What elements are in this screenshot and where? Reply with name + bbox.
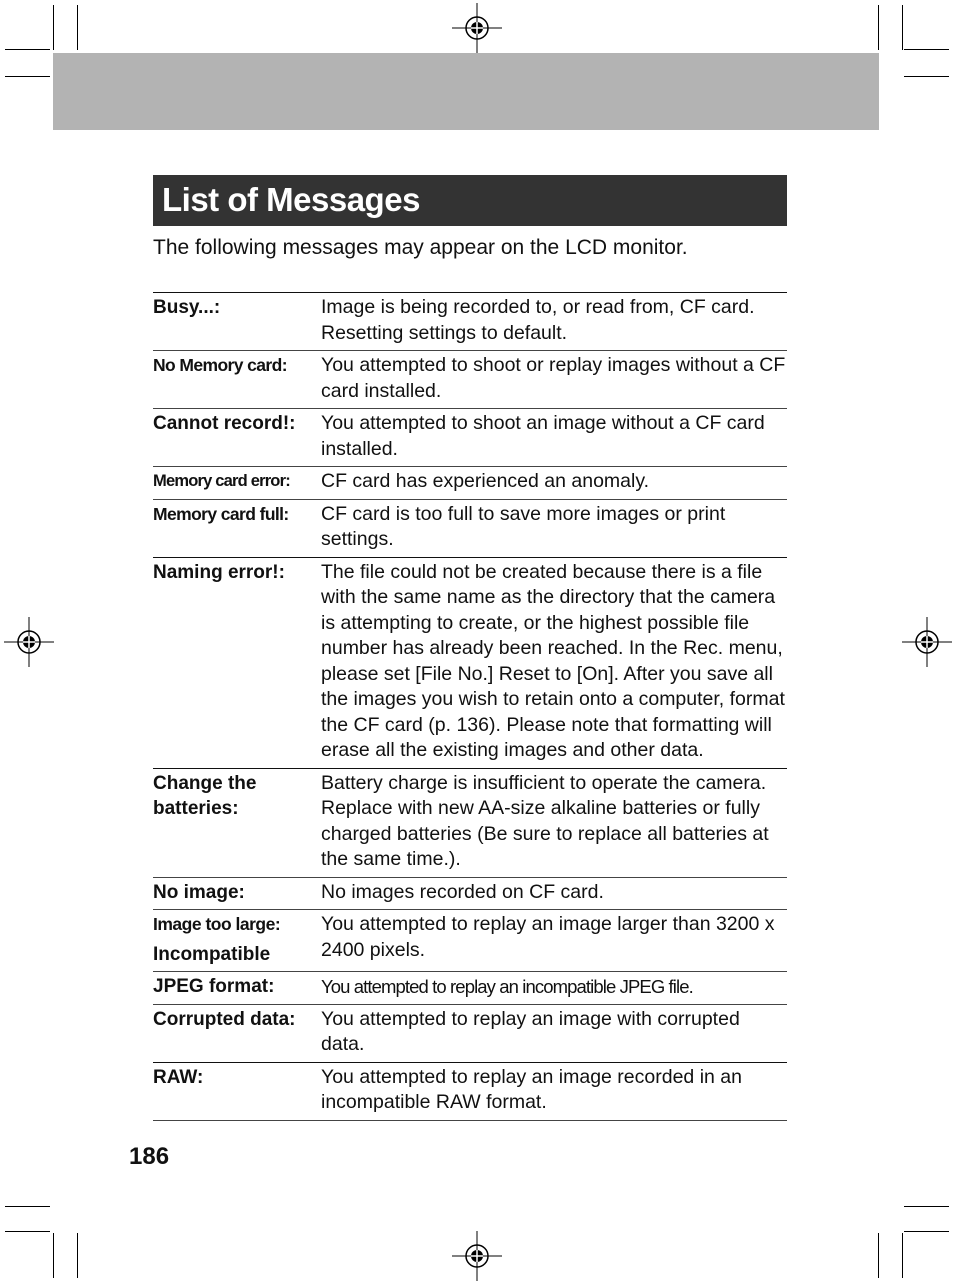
message-term: Cannot record!:	[153, 413, 296, 434]
message-term	[153, 771, 321, 873]
page-number: 186	[129, 1143, 170, 1170]
message-desc: CF card is too full to save more images or print settings.	[321, 502, 726, 550]
registration-crosshair-icon	[452, 1231, 502, 1281]
message-row	[153, 558, 787, 769]
message-desc: You attempted to replay an incompatible JPEG file.	[321, 976, 693, 997]
message-row	[153, 500, 787, 558]
page-title: List of Messages	[162, 181, 420, 218]
message-desc: Battery charge is insufficient to operate the camera. Replace with new AA-size alkaline batteries or fully charged batteries (Be sure to replace all batteries at the same time.).	[321, 771, 769, 870]
message-term-line: batteries:	[153, 798, 239, 819]
message-desc: You attempted to replay an image recorded in an incompatible RAW format.	[321, 1065, 742, 1113]
message-list	[153, 292, 787, 1121]
registration-crosshair-icon	[4, 617, 54, 667]
message-row	[153, 878, 787, 911]
message-row	[153, 293, 787, 351]
message-term	[153, 912, 321, 967]
message-term: Corrupted data:	[153, 1008, 296, 1030]
message-row	[153, 972, 787, 1005]
message-term: Memory card error:	[153, 472, 290, 490]
header-band	[53, 53, 879, 130]
message-desc: You attempted to shoot an image without a CF card installed.	[321, 412, 765, 460]
message-row	[153, 351, 787, 409]
message-row	[153, 1063, 787, 1121]
title-bar	[153, 175, 787, 226]
message-term: JPEG format:	[153, 976, 275, 997]
message-desc: You attempted to replay an image larger than 3200 x 2400 pixels.	[321, 913, 775, 961]
message-desc: The file could not be created because there is a file with the same name as the directory that the camera is attempting to create, or the highest possible file number has already been reached. In the Rec. menu, please set [File No.] Reset to [On]. After you save all the images you wish to retain onto a computer, format the CF card (p. 136). Please note that formatting will erase all the existing images and other data.	[321, 560, 785, 761]
message-row	[153, 409, 787, 467]
intro-text: The following messages may appear on the LCD monitor.	[153, 236, 688, 259]
message-desc: You attempted to replay an image with corrupted data.	[321, 1007, 740, 1055]
message-term-line: Change the	[153, 772, 257, 794]
message-term: Memory card full:	[153, 503, 289, 524]
message-desc: You attempted to shoot or replay images without a CF card installed.	[321, 354, 786, 402]
message-row	[153, 467, 787, 500]
registration-crosshair-icon	[902, 617, 952, 667]
message-term: No image:	[153, 881, 245, 903]
message-desc: CF card has experienced an anomaly.	[321, 470, 650, 492]
message-term-line: Incompatible	[153, 943, 271, 965]
message-desc: Image is being recorded to, or read from, CF card. Resetting settings to default.	[321, 296, 755, 344]
message-row	[153, 910, 787, 972]
message-term: Busy...:	[153, 297, 221, 318]
message-desc: No images recorded on CF card.	[321, 880, 604, 903]
message-term: Naming error!:	[153, 561, 285, 583]
message-row	[153, 1005, 787, 1063]
message-term-line: Image too large:	[153, 914, 281, 934]
registration-crosshair-icon	[452, 3, 502, 53]
message-term: No Memory card:	[153, 355, 287, 375]
message-term: RAW:	[153, 1066, 204, 1088]
message-row	[153, 769, 787, 878]
